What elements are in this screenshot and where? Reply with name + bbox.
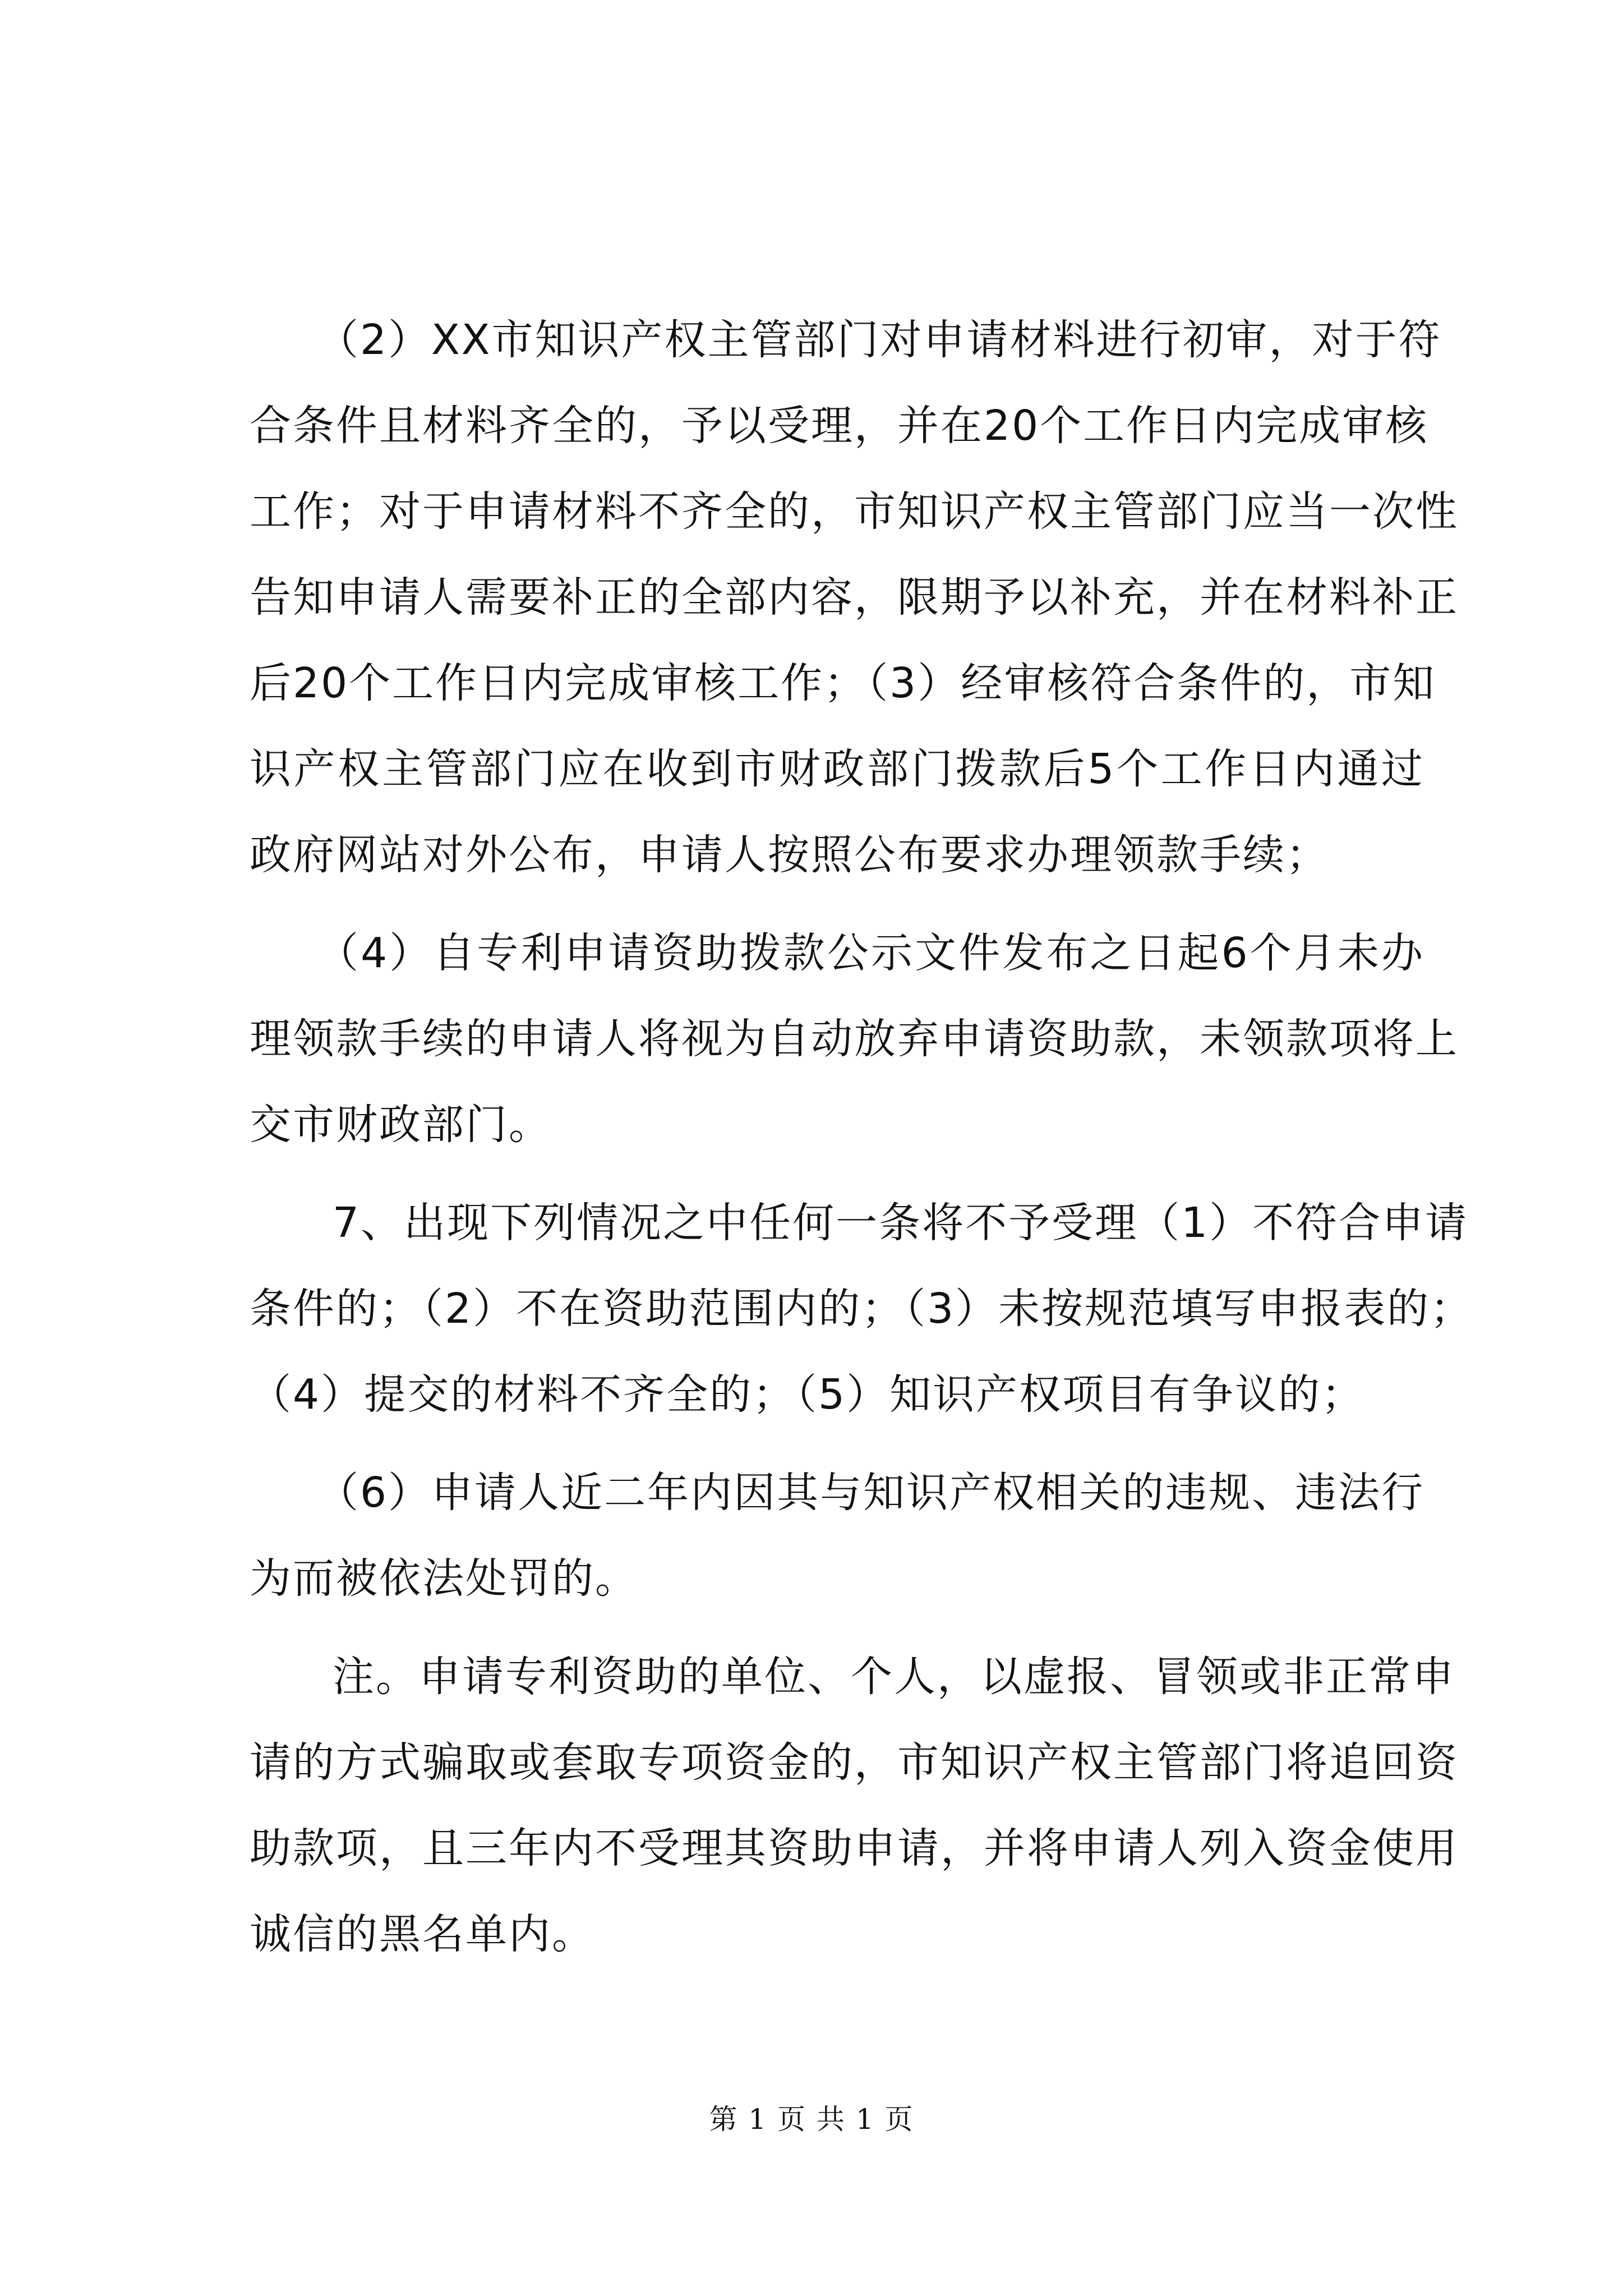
paragraph-spacer [250,1622,1424,1634]
paragraph-line: 请的方式骗取或套取专项资金的，市知识产权主管部门将追回资 [250,1738,1459,1787]
paragraph-line: 后20个工作日内完成审核工作；（3）经审核符合条件的，市知 [250,659,1436,707]
document-body [250,297,1474,1977]
paragraph-line: 告知申请人需要补正的全部内容，限期予以补充，并在材料补正 [250,573,1459,622]
paragraph-line: （4）自专利申请资助拨款公示文件发布之日起6个月未办 [317,929,1424,977]
paragraph-line: 7、出现下列情况之中任何一条将不予受理（1）不符合申请 [333,1199,1469,1247]
paragraph-line: 交市财政部门。 [250,1101,552,1149]
page-number-footer: 第 1 页 共 1 页 [709,2103,914,2136]
paragraph-line: （2）XX市知识产权主管部门对申请材料进行初审，对于符 [317,316,1442,364]
paragraph-spacer [250,898,1424,910]
paragraph-line: 识产权主管部门应在收到市财政部门拨款后5个工作日内通过 [250,745,1424,793]
paragraph-line: 为而被依法处罚的。 [250,1554,638,1603]
paragraph-line: 政府网站对外公布，申请人按照公布要求办理领款手续； [250,831,1329,879]
paragraph-line: （4）提交的材料不齐全的；（5）知识产权项目有争议的； [250,1370,1365,1419]
paragraph-line: 理领款手续的申请人将视为自动放弃申请资助款，未领款项将上 [250,1015,1459,1063]
paragraph-line: 诚信的黑名单内。 [250,1910,595,1958]
paragraph-spacer [250,1168,1424,1180]
paragraph-spacer [250,1438,1424,1450]
paragraph-line: 条件的；（2）不在资助范围内的；（3）未按规范填写申报表的； [250,1285,1474,1333]
paragraph-line: （6）申请人近二年内因其与知识产权相关的违规、违法行 [317,1469,1425,1517]
paragraph-line: 合条件且材料齐全的，予以受理，并在20个工作日内完成审核 [250,402,1429,450]
paragraph-line: 注。申请专利资助的单位、个人，以虚报、冒领或非正常申 [333,1653,1455,1701]
paragraph-line: 助款项，且三年内不受理其资助申请，并将申请人列入资金使用 [250,1824,1459,1872]
paragraph-line: 工作；对于申请材料不齐全的，市知识产权主管部门应当一次性 [250,487,1459,536]
